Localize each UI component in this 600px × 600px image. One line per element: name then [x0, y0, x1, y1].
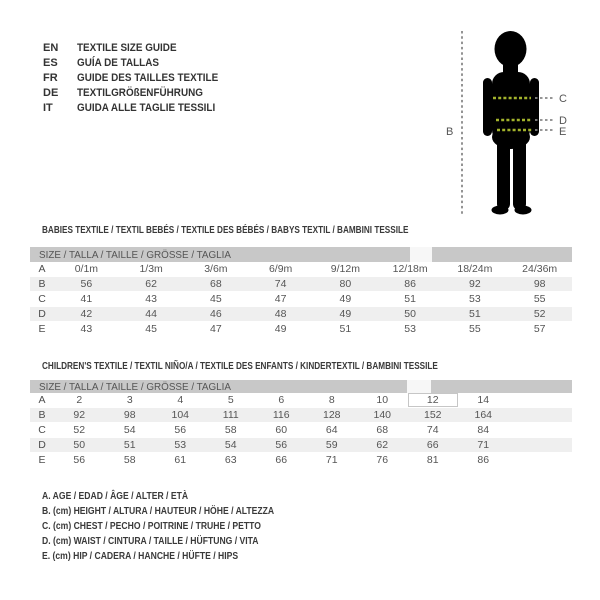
size-header-text: SIZE / TALLA / TAILLE / GRÖSSE / TAGLIA — [39, 248, 231, 261]
size-cell: 62 — [145, 278, 157, 290]
size-cell: 51 — [123, 439, 136, 451]
selected-size-notch — [407, 380, 431, 393]
chest-label: C — [559, 93, 567, 105]
size-cell: 24/36m — [522, 263, 558, 275]
size-cell: 8 — [328, 394, 335, 406]
children-size-table — [30, 380, 572, 468]
hip-label: E — [559, 126, 567, 138]
size-cell: 3/6m — [204, 263, 228, 275]
height-label: B — [446, 126, 454, 138]
size-cell: 43 — [145, 293, 157, 305]
size-cell: 51 — [339, 323, 352, 335]
empty-cell — [509, 408, 573, 423]
language-row-de — [43, 86, 234, 101]
size-cell: 52 — [533, 308, 546, 320]
size-cell: 81 — [426, 454, 439, 466]
size-cell: 54 — [224, 439, 237, 451]
size-cell: 51 — [404, 293, 416, 305]
size-cell: 10 — [376, 394, 389, 406]
size-cell: 55 — [469, 323, 481, 335]
size-cell: 68 — [376, 424, 389, 436]
size-cell: 98 — [123, 409, 136, 421]
size-cell: 56 — [174, 424, 187, 436]
size-cell: 47 — [274, 293, 287, 305]
size-cell: 116 — [272, 409, 290, 421]
size-cell: 14 — [477, 394, 490, 406]
size-cell: 53 — [469, 293, 481, 305]
babies-section-title — [42, 224, 512, 236]
size-cell: 56 — [275, 439, 288, 451]
size-cell: 61 — [174, 454, 187, 466]
legend-line-chest: C. (cm) CHEST / PECHO / POITRINE / TRUHE / PETTO — [42, 520, 261, 532]
size-cell: 84 — [477, 424, 490, 436]
size-cell: 64 — [325, 424, 338, 436]
size-cell: 50 — [404, 308, 416, 320]
size-header-row — [30, 247, 572, 262]
size-header-row — [30, 380, 572, 393]
row-label: C — [38, 424, 46, 436]
size-cell: 80 — [339, 278, 352, 290]
language-title: GUIDA ALLE TAGLIE TESSILI — [77, 102, 216, 114]
language-title: GUIDE DES TAILLES TEXTILE — [77, 72, 219, 84]
child-silhouette-figure — [440, 18, 595, 232]
size-cell: 42 — [80, 308, 93, 320]
size-cell: 74 — [274, 278, 287, 290]
size-cell: 6/9m — [268, 263, 293, 275]
language-row-fr — [43, 71, 234, 86]
size-cell: 50 — [73, 439, 86, 451]
empty-cell — [509, 453, 573, 468]
language-row-en — [43, 41, 234, 56]
language-code: ES — [43, 57, 58, 69]
size-cell: 164 — [474, 409, 493, 421]
row-label: C — [38, 293, 46, 305]
language-code: EN — [43, 42, 59, 54]
size-cell: 6 — [278, 394, 285, 406]
table-row-D — [30, 307, 572, 322]
measure-legend — [42, 489, 325, 564]
language-code: FR — [43, 72, 58, 84]
size-cell: 56 — [73, 454, 86, 466]
children-section-title-text: CHILDREN'S TEXTILE / TEXTIL NIÑO/A / TEXTILE DES ENFANTS / KINDERTEXTIL / BAMBINI TESSILE — [42, 360, 438, 372]
size-cell: 45 — [210, 293, 222, 305]
language-row-it — [43, 101, 234, 116]
size-cell: 55 — [533, 293, 546, 305]
table-row-D — [30, 438, 572, 453]
size-cell: 56 — [80, 278, 93, 290]
language-code: IT — [43, 102, 53, 114]
babies-section-title-text: BABIES TEXTILE / TEXTIL BEBÉS / TEXTILE DES BÉBÉS / BABYS TEXTIL / BAMBINI TESSILE — [42, 224, 409, 236]
table-row-C — [30, 423, 572, 438]
measurement-diagram — [440, 18, 595, 232]
empty-cell — [509, 423, 573, 438]
size-cell: 9/12m — [330, 263, 360, 275]
selected-size-cell: 12 — [408, 393, 459, 408]
row-label: D — [38, 439, 46, 451]
table-row-A — [30, 262, 572, 277]
size-cell: 60 — [275, 424, 288, 436]
size-cell: 3 — [126, 394, 133, 406]
size-cell: 57 — [533, 323, 546, 335]
size-cell: 86 — [477, 454, 490, 466]
row-label: B — [38, 278, 46, 290]
size-cell: 54 — [123, 424, 136, 436]
language-row-es — [43, 56, 234, 71]
language-title: TEXTILGRÖßENFÜHRUNG — [77, 87, 203, 99]
size-cell: 74 — [426, 424, 439, 436]
row-label: A — [38, 394, 46, 406]
table-row-A — [30, 393, 572, 408]
legend-line-height: B. (cm) HEIGHT / ALTURA / HAUTEUR / HÖHE / ALTEZZA — [42, 505, 275, 517]
children-section-title — [42, 360, 550, 372]
empty-cell — [509, 393, 573, 408]
size-cell: 0/1m — [74, 263, 99, 275]
size-cell: 46 — [210, 308, 222, 320]
size-cell: 104 — [171, 409, 190, 421]
size-cell: 45 — [145, 323, 157, 335]
size-cell: 53 — [404, 323, 416, 335]
row-label: D — [38, 308, 46, 320]
size-header-cell — [30, 247, 572, 262]
size-cell: 66 — [426, 439, 439, 451]
size-cell: 68 — [210, 278, 222, 290]
size-cell: 86 — [404, 278, 416, 290]
waist-label: D — [559, 115, 567, 127]
size-cell: 140 — [373, 409, 392, 421]
size-cell: 98 — [533, 278, 546, 290]
size-cell: 53 — [174, 439, 187, 451]
size-cell: 49 — [339, 293, 352, 305]
size-cell: 2 — [76, 394, 83, 406]
babies-size-table — [30, 247, 572, 337]
size-header-text: SIZE / TALLA / TAILLE / GRÖSSE / TAGLIA — [39, 380, 231, 393]
size-cell: 49 — [339, 308, 352, 320]
size-cell: 62 — [376, 439, 389, 451]
size-cell: 47 — [210, 323, 222, 335]
empty-cell — [509, 438, 573, 453]
size-cell: 92 — [73, 409, 86, 421]
selected-size-notch — [410, 247, 432, 262]
language-title: TEXTILE SIZE GUIDE — [77, 42, 177, 54]
language-code: DE — [43, 87, 59, 99]
size-cell: 71 — [477, 439, 490, 451]
size-cell: 41 — [80, 293, 93, 305]
row-label: A — [38, 263, 46, 275]
legend-line-hip: E. (cm) HIP / CADERA / HANCHE / HÜFTE / HIPS — [42, 550, 239, 562]
table-row-B — [30, 277, 572, 292]
size-cell: 1/3m — [139, 263, 163, 275]
size-cell: 58 — [224, 424, 237, 436]
size-cell: 44 — [145, 308, 157, 320]
legend-line-waist: D. (cm) WAIST / CINTURA / TAILLE / HÜFTUNG / VITA — [42, 535, 259, 547]
size-cell: 92 — [469, 278, 481, 290]
size-cell: 66 — [275, 454, 288, 466]
size-cell: 18/24m — [457, 263, 493, 275]
size-cell: 43 — [80, 323, 93, 335]
size-cell: 59 — [325, 439, 338, 451]
size-cell: 58 — [123, 454, 136, 466]
table-row-E — [30, 322, 572, 337]
size-cell: 48 — [274, 308, 287, 320]
size-cell: 71 — [325, 454, 338, 466]
row-label: B — [38, 409, 46, 421]
legend-line-age: A. AGE / EDAD / ÂGE / ALTER / ETÀ — [42, 490, 189, 502]
size-cell: 63 — [224, 454, 237, 466]
size-cell: 5 — [227, 394, 234, 406]
row-label: E — [38, 323, 46, 335]
row-label: E — [38, 454, 46, 466]
size-header-cell — [30, 380, 572, 393]
table-row-C — [30, 292, 572, 307]
size-cell: 49 — [274, 323, 287, 335]
child-silhouette — [483, 31, 539, 215]
size-cell: 51 — [469, 308, 481, 320]
size-cell: 4 — [177, 394, 184, 406]
table-row-E — [30, 453, 572, 468]
size-cell: 76 — [376, 454, 389, 466]
language-list — [43, 41, 234, 116]
language-title: GUÍA DE TALLAS — [77, 57, 159, 69]
size-cell: 152 — [423, 409, 442, 421]
table-row-B — [30, 408, 572, 423]
size-cell: 12/18m — [392, 263, 428, 275]
size-cell: 52 — [73, 424, 86, 436]
size-cell: 111 — [222, 409, 239, 421]
size-cell: 128 — [322, 409, 341, 421]
